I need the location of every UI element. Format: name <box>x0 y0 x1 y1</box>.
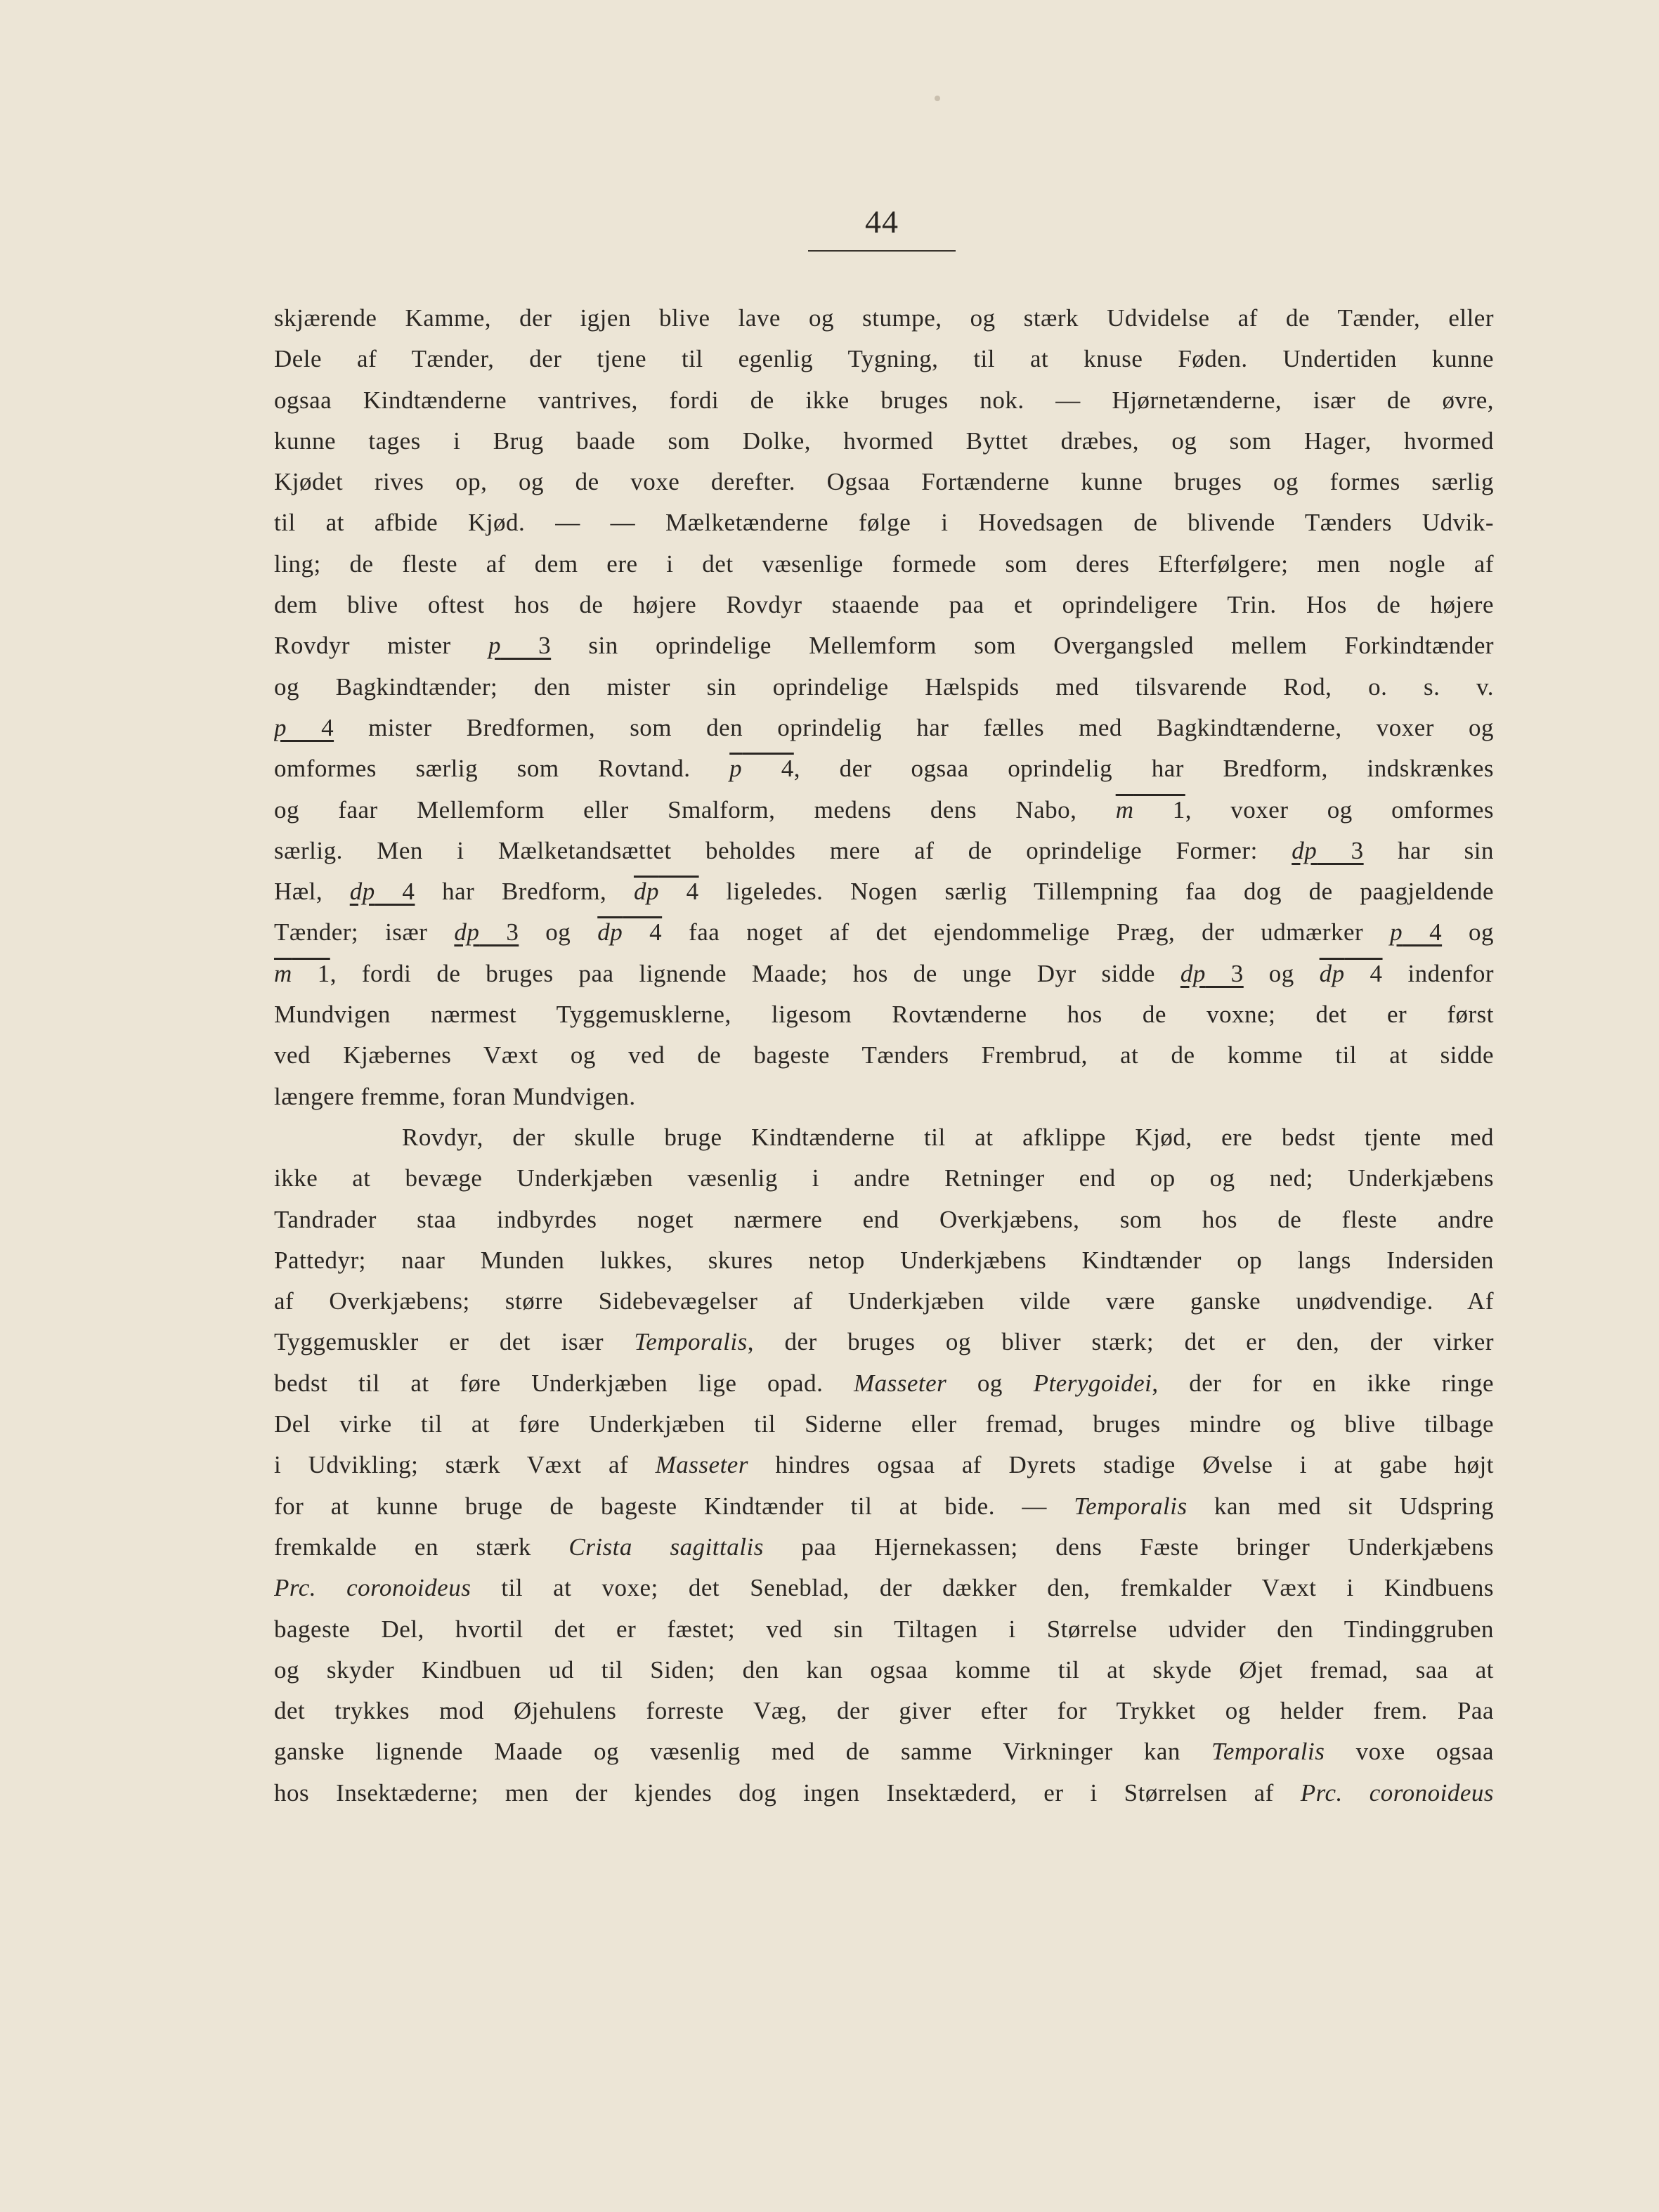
text-run: og skyder Kindbuen ud til Siden; den kan ogsaa komme til at skyde Øjet fremad, saa at <box>274 1655 1494 1684</box>
styled-text-run: $\overline{m}$ <box>1115 795 1134 824</box>
text-run: fremkalde en stærk <box>274 1533 569 1561</box>
text-line <box>274 1568 1494 1608</box>
page-number: 44 <box>865 204 899 240</box>
text-run: , voxer og omformes <box>1185 795 1494 824</box>
styled-text-run: Crista sagittalis <box>568 1533 764 1561</box>
styled-text-run: p <box>488 632 501 660</box>
styled-text-run: 1 <box>292 959 330 987</box>
body-text <box>274 298 1494 1814</box>
text-run: Del virke til at føre Underkjæben til Siderne eller fremad, bruges mindre og blive tilbage <box>274 1410 1494 1438</box>
styled-text-run: dp <box>349 878 375 906</box>
text-run: og Bagkindtænder; den mister sin oprindelige Hælspids med tilsvarende Rod, o. s. v. <box>274 672 1494 701</box>
text-line <box>274 1363 1494 1404</box>
styled-text-run: 3 <box>500 632 552 660</box>
text-run: af Overkjæbens; større Sidebevægelser af Underkjæben vilde være ganske unødvendige. Af <box>274 1287 1494 1315</box>
text-run: indenfor <box>1382 959 1494 987</box>
text-line <box>274 339 1494 379</box>
styled-text-run: p <box>1390 918 1403 946</box>
styled-text-run: 4 <box>623 918 663 946</box>
text-line <box>274 1773 1494 1814</box>
text-run: og faar Mellemform eller Smalform, medens dens Nabo, <box>274 795 1116 824</box>
text-run: har Bredform, <box>415 878 634 906</box>
text-run: Kjødet rives op, og de voxe derefter. Ogsaa Fortænderne kunne bruges og formes særlig <box>274 468 1494 496</box>
text-run: kunne tages i Brug baade som Dolke, hvormed Byttet dræbes, og som Hager, hvormed <box>274 427 1494 455</box>
text-line <box>274 462 1494 502</box>
styled-text-run: Masseter <box>853 1369 947 1397</box>
text-run: bageste Del, hvortil det er fæstet; ved sin Tiltagen i Størrelse udvider den Tindinggruben <box>274 1615 1494 1643</box>
text-line <box>274 1240 1494 1281</box>
text-run: Pattedyr; naar Munden lukkes, skures netop Underkjæbens Kindtænder op langs Indersiden <box>274 1246 1494 1274</box>
text-line <box>274 1158 1494 1199</box>
text-run: , der ogsaa oprindelig har Bredform, indskrænkes <box>793 755 1494 783</box>
styled-text-run: 1 <box>1133 795 1185 824</box>
text-line <box>274 625 1494 666</box>
text-line <box>274 708 1494 748</box>
text-line <box>274 790 1494 831</box>
styled-text-run: $\overline{dp}$ <box>597 918 623 946</box>
text-line <box>274 1527 1494 1568</box>
text-run: skjærende Kamme, der igjen blive lave og stumpe, og stærk Udvidelse af de Tænder, eller <box>274 304 1494 332</box>
text-line <box>274 380 1494 421</box>
text-line <box>274 298 1494 339</box>
styled-text-run: dp <box>454 918 480 946</box>
text-run: voxe ogsaa <box>1325 1738 1494 1766</box>
text-run: ganske lignende Maade og væsenlig med de samme Virkninger kan <box>274 1738 1212 1766</box>
page-number-rule <box>808 250 956 252</box>
text-run: og <box>1243 959 1320 987</box>
styled-text-run: $\overline{m}$ <box>274 959 292 987</box>
text-run: og <box>519 918 598 946</box>
text-run: hindres ogsaa af Dyrets stadige Øvelse i at gabe højt <box>748 1451 1494 1479</box>
text-line <box>274 1322 1494 1362</box>
text-run: ogsaa Kindtænderne vantrives, fordi de ikke bruges nok. — Hjørnetænderne, især de øvre, <box>274 386 1494 414</box>
text-run: det trykkes mod Øjehulens forreste Væg, der giver efter for Trykket og helder frem. Paa <box>274 1697 1494 1725</box>
styled-text-run: 4 <box>658 878 699 906</box>
styled-text-run: 4 <box>1403 918 1443 946</box>
text-run: Hæl, <box>274 878 350 906</box>
text-run: omformes særlig som Rovtand. <box>274 755 730 783</box>
styled-text-run: 3 <box>1317 836 1364 864</box>
text-run: til at afbide Kjød. — — Mælketænderne følge i Hovedsagen de blivende Tænders Udvik- <box>274 509 1494 537</box>
styled-text-run: $\overline{dp}$ <box>633 878 659 906</box>
text-run: hos Insektæderne; men der kjendes dog ingen Insektæderd, er i Størrelsen af <box>274 1778 1301 1807</box>
text-line <box>274 994 1494 1035</box>
text-line <box>274 667 1494 708</box>
text-line <box>274 585 1494 625</box>
text-line <box>274 1281 1494 1322</box>
styled-text-run: 4 <box>287 713 334 741</box>
styled-text-run: Pterygoidei <box>1033 1369 1152 1397</box>
styled-text-run: dp <box>1180 959 1206 987</box>
styled-text-run: 3 <box>1205 959 1244 987</box>
paper-speck <box>935 96 940 101</box>
text-run: ling; de fleste af dem ere i det væsenlige formede som deres Efterfølgere; men nogle af <box>274 549 1494 578</box>
styled-text-run: Temporalis <box>1074 1492 1188 1520</box>
styled-text-run: Masseter <box>655 1451 748 1479</box>
text-run: bedst til at føre Underkjæben lige opad. <box>274 1369 854 1397</box>
styled-text-run: 4 <box>742 755 794 783</box>
text-run: Dele af Tænder, der tjene til egenlig Tygning, til at knuse Føden. Undertiden kunne <box>274 345 1494 373</box>
text-run: særlig. Men i Mælketandsættet beholdes mere af de oprindelige Former: <box>274 836 1292 864</box>
text-run: i Udvikling; stærk Væxt af <box>274 1451 656 1479</box>
text-line <box>274 748 1494 789</box>
text-line <box>274 1035 1494 1076</box>
styled-text-run: 4 <box>1344 959 1383 987</box>
text-line <box>274 831 1494 871</box>
text-run: dem blive oftest hos de højere Rovdyr staaende paa et oprindeligere Trin. Hos de højere <box>274 591 1494 619</box>
text-run: Rovdyr, der skulle bruge Kindtænderne til at afklippe Kjød, ere bedst tjente med <box>402 1123 1494 1151</box>
text-run: og <box>1442 918 1494 946</box>
text-run: kan med sit Udspring <box>1187 1492 1494 1520</box>
text-line <box>274 1445 1494 1485</box>
styled-text-run: 3 <box>479 918 519 946</box>
text-line <box>274 1650 1494 1691</box>
text-run: faa noget af det ejendommelige Præg, der udmærker <box>662 918 1391 946</box>
text-line <box>274 1691 1494 1731</box>
text-line <box>274 1199 1494 1240</box>
text-line <box>274 1404 1494 1445</box>
styled-text-run: p <box>274 713 287 741</box>
text-run: Tandrader staa indbyrdes noget nærmere end Overkjæbens, som hos de fleste andre <box>274 1205 1494 1233</box>
text-run: længere fremme, foran Mundvigen. <box>274 1082 636 1110</box>
text-line <box>274 954 1494 994</box>
styled-text-run: $\overline{dp}$ <box>1319 959 1345 987</box>
text-run: og <box>946 1369 1034 1397</box>
text-run: Mundvigen nærmest Tyggemusklerne, ligesom Rovtænderne hos de voxne; det er først <box>274 1001 1494 1029</box>
styled-text-run: Prc. coronoideus <box>274 1574 471 1602</box>
styled-text-run: Prc. coronoideus <box>1300 1778 1494 1807</box>
styled-text-run: 4 <box>375 878 415 906</box>
text-run: mister Bredformen, som den oprindelig har fælles med Bagkindtænderne, voxer og <box>334 713 1494 741</box>
styled-text-run: dp <box>1292 836 1318 864</box>
styled-text-run: Temporalis <box>1211 1738 1325 1766</box>
text-line <box>274 421 1494 462</box>
text-run: for at kunne bruge de bageste Kindtænder til at bide. — <box>274 1492 1074 1520</box>
text-run: ikke at bevæge Underkjæben væsenlig i andre Retninger end op og ned; Underkjæbens <box>274 1164 1494 1192</box>
text-run: sin oprindelige Mellemform som Overgangsled mellem Forkindtænder <box>551 632 1494 660</box>
text-run: Tænder; især <box>274 918 455 946</box>
text-line <box>274 1486 1494 1527</box>
text-line <box>274 1076 1494 1117</box>
text-line <box>274 1609 1494 1650</box>
styled-text-run: $\overline{p}$ <box>729 755 743 783</box>
text-run: Rovdyr mister <box>274 632 488 660</box>
styled-text-run: Temporalis <box>634 1328 748 1356</box>
text-line <box>274 544 1494 585</box>
text-run: , der for en ikke ringe <box>1152 1369 1494 1397</box>
text-line <box>274 871 1494 912</box>
text-run: , fordi de bruges paa lignende Maade; hos de unge Dyr sidde <box>330 959 1180 987</box>
text-run: , der bruges og bliver stærk; det er den, der virker <box>747 1328 1494 1356</box>
text-run: paa Hjernekassen; dens Fæste bringer Underkjæbens <box>763 1533 1494 1561</box>
text-line <box>274 912 1494 953</box>
text-line <box>274 1731 1494 1772</box>
text-run: ligeledes. Nogen særlig Tillempning faa dog de paagjeldende <box>698 878 1494 906</box>
text-line <box>274 502 1494 543</box>
text-run: til at voxe; det Seneblad, der dækker den, fremkalder Væxt i Kindbuens <box>471 1574 1494 1602</box>
text-line <box>274 1117 1494 1158</box>
text-run: Tyggemuskler er det især <box>274 1328 635 1356</box>
text-run: har sin <box>1363 836 1494 864</box>
text-run: ved Kjæbernes Væxt og ved de bageste Tænders Frembrud, at de komme til at sidde <box>274 1041 1494 1069</box>
